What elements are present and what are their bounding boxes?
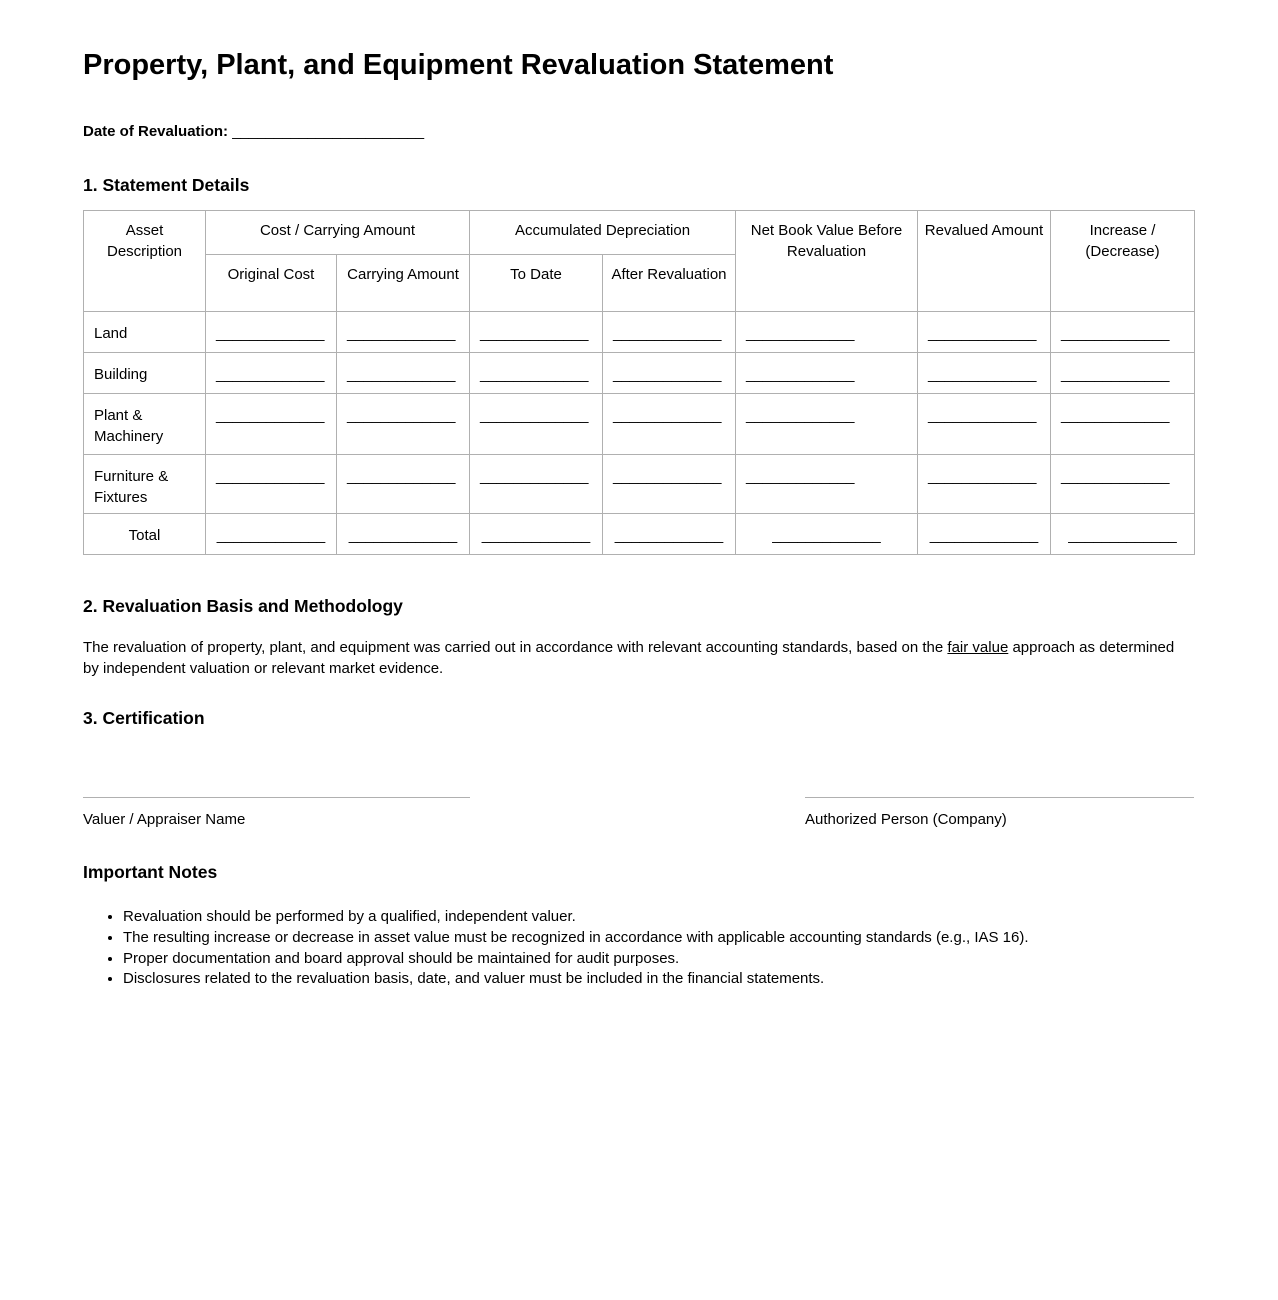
basis-text-after: approach as determined by independent valuation or relevant market evidence.: [83, 639, 1175, 678]
header-net-book-value: Net Book Value Before Revaluation: [736, 210, 918, 311]
header-increase-decrease: Increase / (Decrease): [1051, 210, 1195, 311]
blank-field: _____________: [1051, 352, 1195, 393]
blank-field: _____________: [918, 311, 1051, 352]
page-title: Property, Plant, and Equipment Revaluation Statement: [83, 49, 834, 81]
note-item: • Revaluation should be performed by a qualified, independent valuer.: [123, 907, 1195, 928]
authorized-person-signature-line: [805, 797, 1194, 798]
table-row-total: [84, 513, 1195, 554]
blank-field: _____________: [1051, 454, 1195, 513]
blank-field: _____________: [337, 513, 470, 554]
blank-field: _____________: [736, 393, 918, 454]
blank-field: _____________: [206, 311, 337, 352]
blank-field: _____________: [736, 454, 918, 513]
blank-field: _____________: [1051, 393, 1195, 454]
fair-value-underlined-term: fair value: [947, 639, 1009, 657]
header-after-revaluation: After Revaluation: [603, 254, 736, 311]
blank-field: _____________: [337, 393, 470, 454]
blank-field: _____________: [603, 454, 736, 513]
revaluation-basis-paragraph: [83, 637, 1194, 679]
note-item: • The resulting increase or decrease in asset value must be recognized in accordance with applicable accounting standards (e.g., IAS 16).: [123, 928, 1195, 949]
blank-field: _____________: [918, 352, 1051, 393]
blank-field: _____________: [470, 393, 603, 454]
blank-field: _____________: [603, 393, 736, 454]
valuer-signature-line: [83, 797, 470, 798]
blank-field: _____________: [470, 352, 603, 393]
blank-field: _____________: [736, 513, 918, 554]
table-row-building: [84, 352, 1195, 393]
header-original-cost: Original Cost: [206, 254, 337, 311]
section-heading-revaluation-basis: 2. Revaluation Basis and Methodology: [83, 595, 403, 616]
blank-field: _____________: [736, 311, 918, 352]
row-label-building: Building: [84, 352, 206, 393]
section-heading-statement-details: 1. Statement Details: [83, 175, 250, 196]
section-heading-certification: 3. Certification: [83, 708, 205, 729]
header-asset-description: Asset Description: [84, 210, 206, 311]
row-label-total: Total: [84, 513, 206, 554]
revaluation-table: [83, 210, 1195, 555]
note-item: • Proper documentation and board approval should be maintained for audit purposes.: [123, 949, 1195, 970]
row-label-plant-machinery: Plant & Machinery: [84, 393, 206, 454]
table-row-furniture-fixtures: [84, 454, 1195, 513]
important-notes-list: [83, 907, 1195, 990]
blank-field: _____________: [1051, 311, 1195, 352]
header-accumulated-depreciation-group: Accumulated Depreciation: [470, 210, 736, 254]
table-row-land: [84, 311, 1195, 352]
blank-field: _____________: [206, 513, 337, 554]
blank-field: _____________: [206, 454, 337, 513]
blank-field: _____________: [918, 454, 1051, 513]
blank-field: _____________: [470, 311, 603, 352]
blank-field: _____________: [206, 352, 337, 393]
header-cost-carrying-group: Cost / Carrying Amount: [206, 210, 470, 254]
basis-text-before: The revaluation of property, plant, and equipment was carried out in accordance with relevant accounting standards, based on the: [83, 639, 948, 657]
section-heading-important-notes: Important Notes: [83, 861, 218, 882]
blank-field: _____________: [470, 454, 603, 513]
blank-field: _____________: [337, 311, 470, 352]
blank-field: _____________: [918, 393, 1051, 454]
valuer-signature-label: Valuer / Appraiser Name: [83, 810, 246, 828]
date-of-revaluation-label: Date of Revaluation:: [83, 123, 229, 141]
header-to-date: To Date: [470, 254, 603, 311]
blank-field: _____________: [470, 513, 603, 554]
blank-field: _____________: [206, 393, 337, 454]
date-blank-field: _______________________: [232, 123, 425, 141]
blank-field: _____________: [918, 513, 1051, 554]
note-item: • Disclosures related to the revaluation basis, date, and valuer must be included in the financial statements.: [123, 969, 1195, 990]
blank-field: _____________: [603, 513, 736, 554]
date-of-revaluation-line: [83, 121, 1195, 142]
blank-field: _____________: [603, 352, 736, 393]
blank-field: _____________: [337, 454, 470, 513]
blank-field: _____________: [603, 311, 736, 352]
table-row-plant-machinery: [84, 393, 1195, 454]
header-revalued-amount: Revalued Amount: [918, 210, 1051, 311]
signature-block-valuer: [83, 797, 470, 830]
blank-field: _____________: [1051, 513, 1195, 554]
row-label-land: Land: [84, 311, 206, 352]
authorized-person-signature-label: Authorized Person (Company): [805, 810, 1007, 828]
row-label-furniture-fixtures: Furniture & Fixtures: [84, 454, 206, 513]
blank-field: _____________: [736, 352, 918, 393]
table-header-row-1: [84, 210, 1195, 254]
blank-field: _____________: [337, 352, 470, 393]
signature-block-authorized-person: [805, 797, 1194, 830]
header-carrying-amount: Carrying Amount: [337, 254, 470, 311]
signature-row: [83, 797, 1194, 830]
